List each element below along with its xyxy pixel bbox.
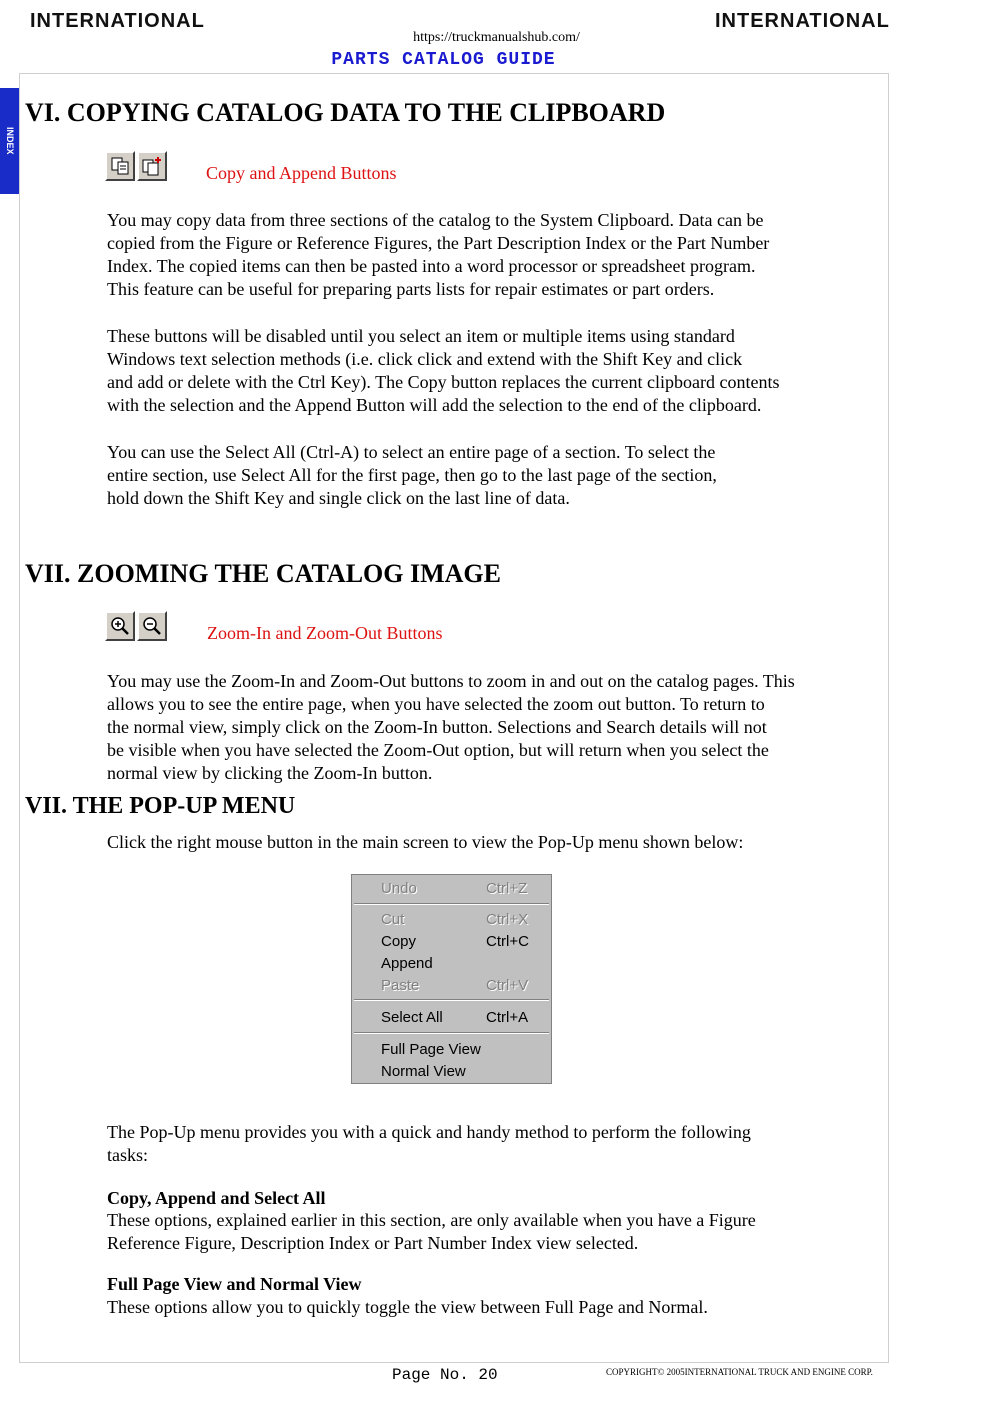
menu-separator: [354, 999, 549, 1001]
subheading-copy-append: Copy, Append and Select All: [107, 1188, 326, 1208]
menu-item-normal-view[interactable]: [381, 1062, 551, 1082]
guide-title: PARTS CATALOG GUIDE: [331, 50, 556, 70]
menu-item-full-page-view[interactable]: [381, 1040, 551, 1060]
text-line: Reference Figure, Description Index or Part Number Index view selected.: [107, 1233, 639, 1253]
text-line: copied from the Figure or Reference Figures, the Part Description Index or the Part Number: [107, 233, 770, 253]
copy-paragraph-2: [107, 325, 779, 417]
text-line: You may use the Zoom-In and Zoom-Out buttons to zoom in and out on the catalog pages. This: [107, 671, 795, 691]
menu-item-label: Full Page View: [381, 1041, 481, 1058]
copy-append-button-group: [105, 151, 167, 181]
menu-separator: [354, 903, 549, 905]
zoom-in-button[interactable]: [105, 611, 135, 641]
popup-intro: Click the right mouse button in the main screen to view the Pop-Up menu shown below:: [107, 832, 744, 852]
view-options-description: These options allow you to quickly toggle the view between Full Page and Normal.: [107, 1297, 708, 1317]
popup-description: [107, 1121, 751, 1167]
text-line: The Pop-Up menu provides you with a quick and handy method to perform the following: [107, 1122, 751, 1142]
menu-item-shortcut: Ctrl+C: [486, 933, 529, 950]
menu-item-shortcut: Ctrl+V: [486, 977, 529, 994]
page-number: Page No. 20: [392, 1366, 498, 1384]
menu-item-label: Paste: [381, 977, 420, 994]
source-url[interactable]: https://truckmanualshub.com/: [413, 30, 580, 45]
text-line: This feature can be useful for preparing parts lists for repair estimates or part orders.: [107, 279, 715, 299]
text-line: entire section, use Select All for the first page, then go to the last page of the section,: [107, 465, 717, 485]
copyright-notice: COPYRIGHT© 2005INTERNATIONAL TRUCK AND ENGINE CORP.: [606, 1367, 873, 1377]
section-heading-zooming: VII. ZOOMING THE CATALOG IMAGE: [25, 559, 501, 588]
menu-item-label: Normal View: [381, 1063, 466, 1080]
append-button[interactable]: [137, 151, 167, 181]
copy-paragraph-1: [107, 209, 769, 301]
text-line: allows you to see the entire page, when you have selected the zoom out button. To return to: [107, 694, 765, 714]
menu-separator: [354, 1032, 549, 1034]
menu-item-label: Append: [381, 955, 433, 972]
menu-item-label: Copy: [381, 933, 417, 950]
menu-item-paste[interactable]: [381, 976, 551, 996]
append-icon: [141, 156, 163, 176]
text-line: and add or delete with the Ctrl Key). The Copy button replaces the current clipboard contents: [107, 372, 780, 392]
text-line: normal view by clicking the Zoom-In button.: [107, 763, 433, 783]
text-line: These buttons will be disabled until you select an item or multiple items using standard: [107, 326, 735, 346]
text-line: tasks:: [107, 1145, 149, 1165]
section-heading-copying: VI. COPYING CATALOG DATA TO THE CLIPBOARD: [25, 98, 666, 127]
copy-append-caption: Copy and Append Buttons: [206, 163, 397, 183]
copy-paragraph-3: [107, 441, 717, 510]
copy-append-description: [107, 1209, 756, 1255]
text-line: Index. The copied items can then be pasted into a word processor or spreadsheet program.: [107, 256, 756, 276]
copy-icon: [110, 156, 130, 176]
text-line: hold down the Shift Key and single click on the last line of data.: [107, 488, 570, 508]
menu-item-undo[interactable]: [381, 879, 551, 899]
menu-item-label: Cut: [381, 911, 405, 928]
text-line: the normal view, simply click on the Zoom-In button. Selections and Search details will not: [107, 717, 767, 737]
menu-item-append[interactable]: [381, 954, 551, 974]
menu-item-label: Select All: [381, 1009, 443, 1026]
text-line: with the selection and the Append Button will add the selection to the end of the clipboard.: [107, 395, 762, 415]
zoom-caption: Zoom-In and Zoom-Out Buttons: [207, 623, 443, 643]
menu-item-copy[interactable]: [381, 932, 551, 952]
menu-item-shortcut: Ctrl+X: [486, 911, 529, 928]
text-line: You can use the Select All (Ctrl-A) to select an entire page of a section. To select the: [107, 442, 716, 462]
zoom-out-button[interactable]: [137, 611, 167, 641]
zoom-out-icon: [142, 616, 162, 636]
menu-item-shortcut: Ctrl+A: [486, 1009, 529, 1026]
menu-item-cut[interactable]: [381, 910, 551, 930]
brand-logo-right: INTERNATIONAL: [715, 10, 890, 32]
section-heading-popup: VII. THE POP-UP MENU: [25, 793, 296, 819]
zoom-paragraph: [107, 670, 907, 785]
zoom-in-icon: [110, 616, 130, 636]
menu-item-shortcut: Ctrl+Z: [486, 880, 528, 897]
menu-item-label: Undo: [381, 880, 417, 897]
copy-button[interactable]: [105, 151, 135, 181]
popup-menu: [351, 874, 552, 1084]
zoom-button-group: [105, 611, 167, 641]
side-index-tab[interactable]: INDEX: [0, 88, 19, 194]
text-line: Windows text selection methods (i.e. click click and extend with the Shift Key and click: [107, 349, 743, 369]
brand-logo-left: INTERNATIONAL: [30, 10, 205, 32]
text-line: be visible when you have selected the Zoom-Out option, but will return when you select the: [107, 740, 769, 760]
subheading-view-options: Full Page View and Normal View: [107, 1274, 362, 1294]
text-line: These options, explained earlier in this section, are only available when you have a Figure: [107, 1210, 756, 1230]
menu-item-select-all[interactable]: [381, 1008, 551, 1028]
text-line: You may copy data from three sections of the catalog to the System Clipboard. Data can be: [107, 210, 764, 230]
